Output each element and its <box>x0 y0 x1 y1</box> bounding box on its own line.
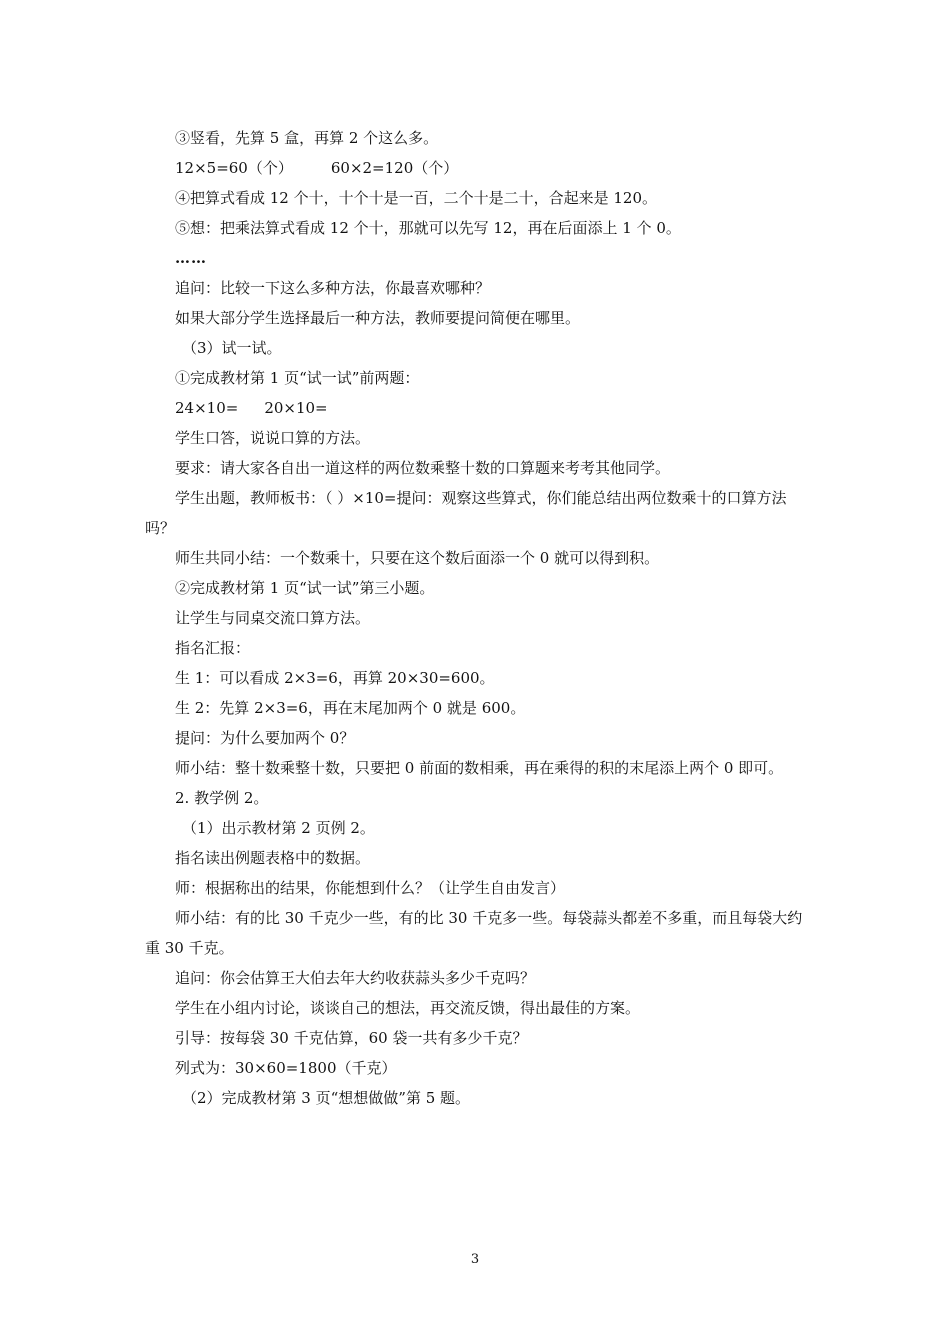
paragraph-summary-times-ten: 师生共同小结：一个数乘十，只要在这个数后面添一个 0 就可以得到积。 <box>175 549 660 567</box>
paragraph-report: 指名汇报： <box>175 639 251 657</box>
paragraph-teacher-summary-weight: 师小结：有的比 30 千克少一些，有的比 30 千克多一些。每袋蒜头都差不多重，而且每袋大约重 30 千克。 <box>145 909 803 957</box>
paragraph-estimate-question: 追问：你会估算王大伯去年大约收获蒜头多少千克吗？ <box>175 969 536 987</box>
document-body <box>145 123 809 1113</box>
paragraph-try-it-first-two: ①完成教材第 1 页“试一试”前两题： <box>175 369 420 387</box>
paragraph-equation-30x60: 列式为：30×60=1800（千克） <box>175 1059 397 1077</box>
paragraph-teacher-summary-tens: 师小结：整十数乘整十数，只要把 0 前面的数相乘，再在乘得的积的末尾添上两个 0 即可。 <box>175 759 784 777</box>
paragraph-group-discussion: 学生在小组内讨论，谈谈自己的想法，再交流反馈，得出最佳的方案。 <box>175 999 641 1017</box>
heading-example-2: 2. 教学例 2。 <box>175 789 269 807</box>
paragraph-read-table: 指名读出例题表格中的数据。 <box>175 849 371 867</box>
equation-12x5: 12×5=60（个） <box>175 159 293 177</box>
paragraph-method-3: ③竖看，先算 5 盒，再算 2 个这么多。 <box>175 129 439 147</box>
heading-try-it: （3）试一试。 <box>182 339 282 357</box>
equation-line-2 <box>145 393 809 423</box>
equation-24x10: 24×10= <box>175 399 239 417</box>
paragraph-student-1: 生 1：可以看成 2×3=6，再算 20×30=600。 <box>175 669 495 687</box>
paragraph-follow-up-question: 追问：比较一下这么多种方法，你最喜欢哪种？ <box>175 279 491 297</box>
page-number: 3 <box>470 1252 480 1267</box>
paragraph-method-5: ⑤想：把乘法算式看成 12 个十，那就可以先写 12，再在后面添上 1 个 0。 <box>175 219 681 237</box>
paragraph-method-4: ④把算式看成 12 个十，十个十是一百，二个十是二十，合起来是 120。 <box>175 189 658 207</box>
paragraph-discuss-with-partner: 让学生与同桌交流口算方法。 <box>175 609 371 627</box>
equation-20x10: 20×10= <box>264 399 328 417</box>
heading-show-example-2: （1）出示教材第 2 页例 2。 <box>182 819 375 837</box>
paragraph-question-two-zeros: 提问：为什么要加两个 0？ <box>175 729 355 747</box>
paragraph-try-it-third: ②完成教材第 1 页“试一试”第三小题。 <box>175 579 435 597</box>
paragraph-teacher-note: 如果大部分学生选择最后一种方法，教师要提问简便在哪里。 <box>175 309 581 327</box>
paragraph-guide: 引导：按每袋 30 千克估算，60 袋一共有多少千克？ <box>175 1029 528 1047</box>
paragraph-student-2: 生 2：先算 2×3=6，再在末尾加两个 0 就是 600。 <box>175 699 526 717</box>
equation-line-1 <box>145 153 809 183</box>
paragraph-student-questions: 学生出题，教师板书：（ ）×10=提问：观察这些算式，你们能总结出两位数乘十的口算方法吗？ <box>145 489 787 537</box>
paragraph-requirement: 要求：请大家各自出一道这样的两位数乘整十数的口算题来考考其他同学。 <box>175 459 671 477</box>
paragraph-teacher-question: 师：根据称出的结果，你能想到什么？（让学生自由发言） <box>175 879 566 897</box>
paragraph-oral-answer: 学生口答，说说口算的方法。 <box>175 429 371 447</box>
equation-60x2: 60×2=120（个） <box>330 159 459 177</box>
ellipsis: …… <box>175 249 207 267</box>
heading-complete-exercise-5: （2）完成教材第 3 页“想想做做”第 5 题。 <box>182 1089 471 1107</box>
